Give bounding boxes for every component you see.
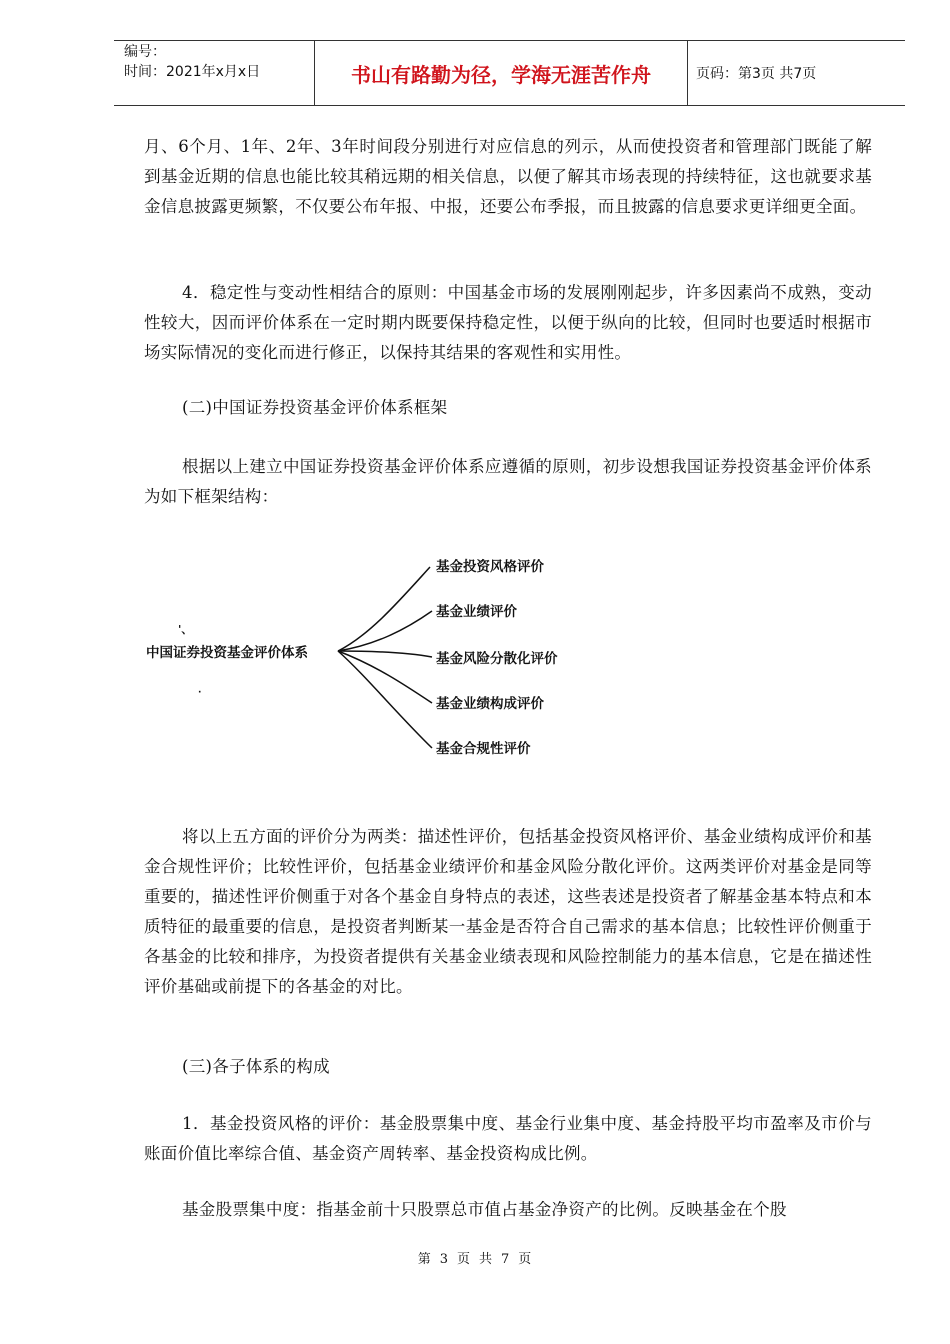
paragraph-style-evaluation: 1．基金投资风格的评价：基金股票集中度、基金行业集中度、基金持股平均市盈率及市价与账面价值比率综合值、基金资产周转率、基金投资构成比例。 (144, 1114, 872, 1163)
footer-page-number: 3 (439, 1252, 449, 1267)
footer-total-word: 共 (479, 1252, 494, 1267)
paragraph-two-categories: 将以上五方面的评价分为两类：描述性评价，包括基金投资风格评价、基金业绩构成评价和基金合规性评价；比较性评价，包括基金业绩评价和基金风险分散化评价。这两类评价对基金是同等重要的，描述性评价侧重于对各个基金自身特点的表述，这些表述是投资者了解基金基本特点和本质特征的最重要的信息，是投资者判断某一基金是否符合自己需求的基本信息；比较性评价侧重于各基金的比较和排序，为投资者提供有关基金业绩表现和风险控制能力的基本信息，它是在描述性评价基础或前提下的各基金的对比。 (144, 827, 872, 996)
section-heading-3: (三)各子体系的构成 (182, 1057, 330, 1076)
footer-total-number: 7 (501, 1252, 511, 1267)
page-footer (0, 1248, 950, 1267)
diagram-branch-1: 基金投资风格评价 (436, 559, 544, 575)
connector-5 (338, 651, 432, 748)
header-page-info: 页码：第3页 共7页 (696, 66, 817, 82)
paragraph-principle-4: 4．稳定性与变动性相结合的原则：中国基金市场的发展刚刚起步，许多因素尚不成熟，变动性较大，因而评价体系在一定时期内既要保持稳定性，以便于纵向的比较，但同时也要适时根据市场实际情况的变化而进行修正，以保持其结果的客观性和实用性。 (144, 283, 872, 362)
framework-diagram (140, 545, 620, 770)
diagram-branch-4: 基金业绩构成评价 (436, 696, 544, 712)
footer-total-unit: 页 (518, 1252, 533, 1267)
diagram-branch-3: 基金风险分散化评价 (436, 651, 558, 667)
footer-page-word: 第 (417, 1252, 432, 1267)
connector-4 (338, 651, 432, 703)
section-heading-2: (二)中国证券投资基金评价体系框架 (182, 398, 448, 417)
number-label: 编号： (124, 44, 166, 60)
header-motto: 书山有路勤为径，学海无涯苦作舟 (314, 41, 688, 105)
diagram-branch-5: 基金合规性评价 (436, 741, 531, 757)
diagram-branch-2: 基金业绩评价 (436, 604, 517, 620)
diagram-root: 中国证券投资基金评价体系 (146, 645, 308, 661)
paragraph-framework-intro: 根据以上建立中国证券投资基金评价体系应遵循的原则，初步设想我国证券投资基金评价体系为如下框架结构： (144, 457, 872, 506)
time-label: 时间：2021年x月x日 (124, 64, 261, 80)
header-meta (114, 41, 314, 105)
diagram-mark: '、 (178, 623, 193, 636)
footer-page-unit: 页 (456, 1252, 471, 1267)
diagram-connectors (338, 567, 432, 748)
paragraph-stock-concentration: 基金股票集中度：指基金前十只股票总市值占基金净资产的比例。反映基金在个股 (182, 1200, 787, 1219)
page-header (114, 40, 905, 106)
connector-2 (338, 611, 432, 651)
paragraph-continuation: 月、6个月、1年、2年、3年时间段分别进行对应信息的列示，从而使投资者和管理部门既能了解到基金近期的信息也能比较其稍远期的相关信息，以便了解其市场表现的持续特征，这也就要求基金信息披露更频繁，不仅要公布年报、中报，还要公布季报，而且披露的信息要求更详细更全面。 (144, 137, 872, 216)
diagram-dot: · (198, 688, 202, 698)
